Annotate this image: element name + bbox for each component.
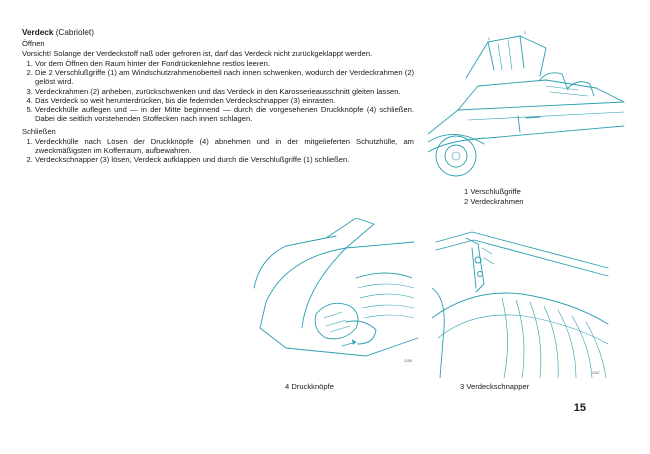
open-warning: Vorsicht! Solange der Verdeckstoff naß oder gefroren ist, darf das Verdeck nicht zurückgeklappt werden. xyxy=(22,49,373,59)
section-title xyxy=(22,28,414,37)
open-step: 1. Vor dem Öffnen den Raum hinter der Fondrückenlehne restlos leeren. xyxy=(35,59,414,68)
svg-text:2167: 2167 xyxy=(592,371,600,375)
close-heading: Schließen xyxy=(22,126,56,136)
svg-text:2155: 2155 xyxy=(404,359,412,363)
section-title-bold: Verdeck xyxy=(22,28,54,37)
latch-caption: 3 Verdeckschnapper xyxy=(460,382,530,391)
open-heading: Öffnen xyxy=(22,39,45,49)
section-title-suffix: (Cabriolet) xyxy=(53,28,94,37)
car-caption-1: 1 Verschlußgriffe xyxy=(464,187,521,196)
open-step: 2. Die 2 Verschlußgriffe (1) am Windschutzrahmenoberteil nach innen schwenken, wodurch der Verdeckrahmen (2) gelöst wird. xyxy=(35,68,414,86)
press-studs-illustration xyxy=(246,218,422,368)
latch-illustration xyxy=(432,228,612,378)
car-caption-2: 2 Verdeckrahmen xyxy=(464,196,524,206)
instructions-column xyxy=(22,28,414,164)
car-caption xyxy=(464,187,524,206)
close-step: 2. Verdeckschnapper (3) lösen, Verdeck aufklappen und durch die Verschlußgriffe (1) schließen. xyxy=(35,155,414,164)
car-illustration xyxy=(428,30,628,182)
svg-text:2: 2 xyxy=(524,31,526,35)
press-studs-caption: 4 Druckknöpfe xyxy=(285,382,334,391)
svg-text:1: 1 xyxy=(488,37,490,41)
open-step: 3. Verdeckrahmen (2) anheben, zurückschwenken und das Verdeck in den Karosserieausschnitt gleiten lassen. xyxy=(35,87,414,96)
page-number: 15 xyxy=(573,402,586,414)
open-step: 4. Das Verdeck so weit herunterdrücken, bis die federnden Verdeckschnapper (3) einrasten. xyxy=(35,96,414,105)
close-steps-list xyxy=(22,137,414,164)
open-steps-list xyxy=(22,59,414,123)
close-step: 1. Verdeckhülle nach Lösen der Druckknöpfe (4) abnehmen und in der mitgelieferten Schutzhülle, am zweckmäßigsten im Kofferraum, aufbewahren. xyxy=(35,137,414,155)
open-step: 5. Verdeckhülle auflegen und — in der Mitte beginnend — durch die vorgesehenen Druckknöpfe (4) schließen. Dabei die seitlich vorstehenden Stoffecken nach innen schlagen. xyxy=(35,105,414,123)
